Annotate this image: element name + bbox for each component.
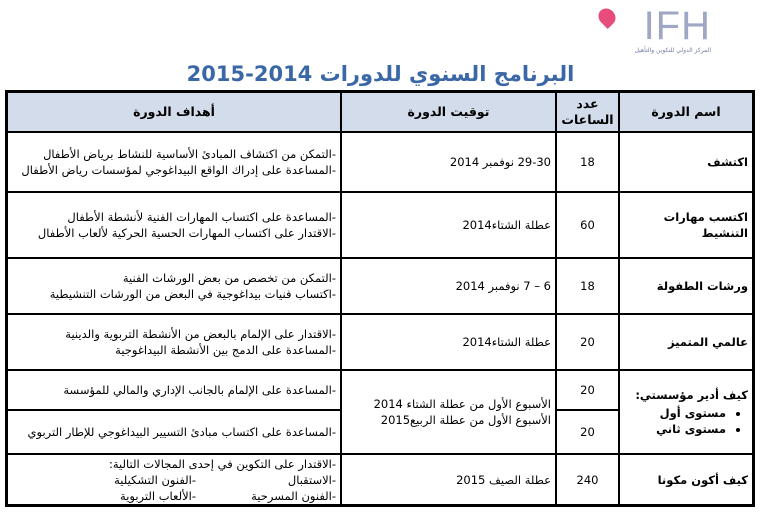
goal-line: -المساعدة على الدمج بين الأنشطة البيداغوجية <box>115 343 336 357</box>
field-item: -الفنون التشكيلية <box>114 472 196 487</box>
header-time: توقيت الدورة <box>341 92 556 132</box>
goal-line: -المساعدة على اكتساب مبادئ التسيير البيداغوجي للإطار التربوي <box>27 425 336 439</box>
logo-subtitle: المركز الدولي للتكوين والتأهيل <box>634 47 711 54</box>
header-goals: أهداف الدورة <box>7 92 341 132</box>
field-item: -الفنون المسرحية <box>251 488 336 503</box>
program-table <box>5 90 755 507</box>
course-name: اكتسب مهارات التنشيط <box>619 192 753 258</box>
goal-line: -المساعدة على الإلمام بالجانب الإداري والمالي للمؤسسة <box>63 383 336 397</box>
time-line: الأسبوع الأول من عطلة الشتاء 2014 <box>373 397 551 411</box>
course-goals <box>7 314 341 370</box>
goal-line: -المساعدة على اكتساب المهارات الفنية لأنشطة الأطفال <box>67 210 336 224</box>
field-item: -الاستقبال <box>287 472 336 487</box>
level-list <box>624 405 748 437</box>
logo-text: IFH <box>643 4 711 48</box>
course-hours: 20 <box>556 370 619 410</box>
course-name: ورشات الطفولة <box>619 258 753 314</box>
table-row <box>7 314 753 370</box>
course-goals <box>7 454 341 505</box>
table-header-row <box>7 92 753 132</box>
course-name: كيف أكون مكونا <box>619 454 753 505</box>
header-course-name: اسم الدورة <box>619 92 753 132</box>
goal-line: -التمكن من اكتشاف المبادئ الأساسية للنشاط برياض الأطفال <box>43 147 336 161</box>
goal-line: -اكتساب فنيات بيداغوجية في البعض من الورشات التنشيطية <box>49 287 336 301</box>
course-time: عطلة الصيف 2015 <box>341 454 556 505</box>
level-item: • مستوى ثاني <box>624 421 726 437</box>
course-name: اكتشف <box>619 132 753 192</box>
goal-line: -التمكن من تخصص من بعض الورشات الفنية <box>122 271 336 285</box>
time-line: الأسبوع الأول من عطلة الربيع2015 <box>380 413 551 427</box>
course-time <box>341 370 556 454</box>
course-goals <box>7 370 341 410</box>
table-row <box>7 258 753 314</box>
course-time: عطلة الشتاء2014 <box>341 314 556 370</box>
goal-line: -المساعدة على إدراك الواقع البيداغوجي لمؤسسات رياض الأطفال <box>21 163 336 177</box>
course-goals <box>7 410 341 454</box>
table-row <box>7 132 753 192</box>
course-name: عالمي المتميز <box>619 314 753 370</box>
course-hours: 20 <box>556 314 619 370</box>
table-row <box>7 370 753 410</box>
field-item: -الألعاب التربوية <box>120 488 196 503</box>
level-item: • مستوى أول <box>624 405 726 421</box>
course-hours: 20 <box>556 410 619 454</box>
fields-grid <box>12 472 336 488</box>
course-hours: 18 <box>556 258 619 314</box>
table-row <box>7 454 753 505</box>
table-row <box>7 192 753 258</box>
course-time: 6 – 7 نوفمبر 2014 <box>341 258 556 314</box>
fields-grid <box>12 488 336 504</box>
goal-line: -الاقتدار على اكتساب المهارات الحسية الحركية لألعاب الأطفال <box>37 226 336 240</box>
logo <box>591 4 711 54</box>
director-course-title: كيف أدير مؤسستي: <box>635 388 748 402</box>
course-goals <box>7 258 341 314</box>
goal-line: -الاقتدار على الإلمام بالبعض من الأنشطة التربوية والدينية <box>65 327 336 341</box>
course-hours: 60 <box>556 192 619 258</box>
logo-drop-icon <box>595 5 619 29</box>
header-hours: عدد الساعات <box>556 92 619 132</box>
course-hours: 240 <box>556 454 619 505</box>
course-hours: 18 <box>556 132 619 192</box>
course-goals <box>7 192 341 258</box>
goal-line: -الاقتدار على التكوين في إحدى المجالات التالية: <box>108 456 336 471</box>
course-time: عطلة الشتاء2014 <box>341 192 556 258</box>
page-title: البرنامج السنوي للدورات 2014-2015 <box>186 62 575 86</box>
course-goals <box>7 132 341 192</box>
course-time: 29-30 نوفمبر 2014 <box>341 132 556 192</box>
course-name <box>619 370 753 454</box>
